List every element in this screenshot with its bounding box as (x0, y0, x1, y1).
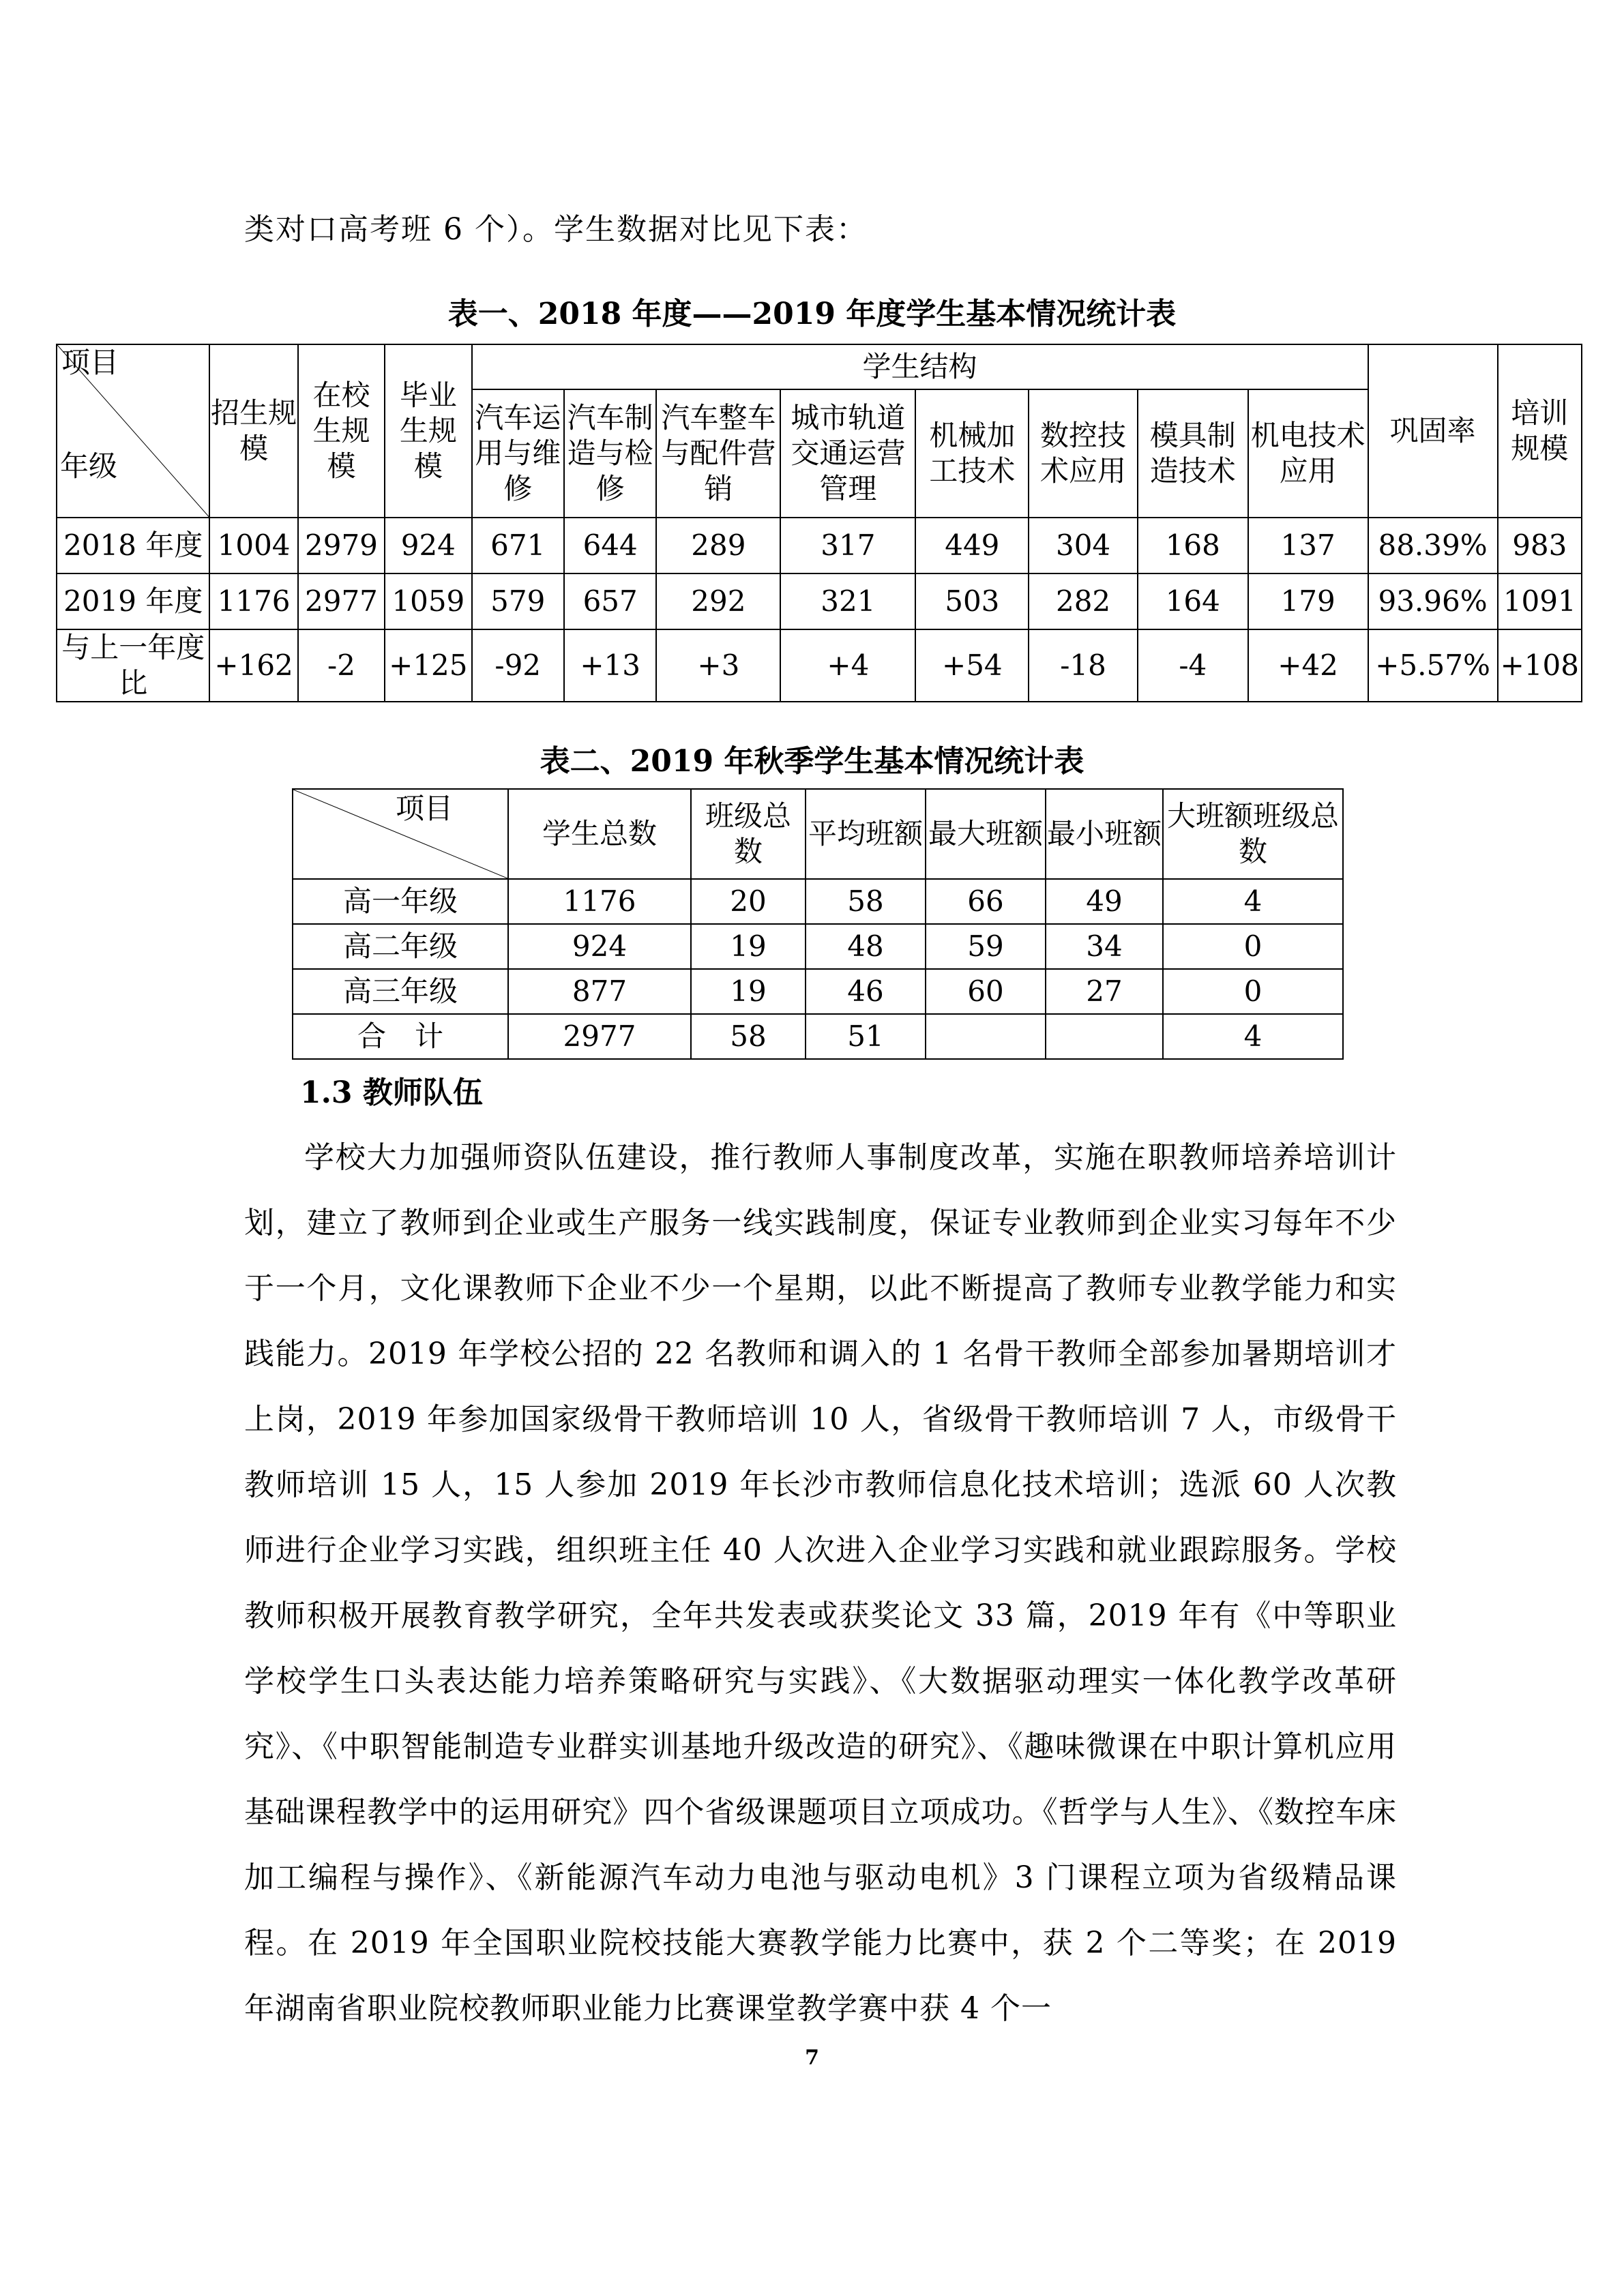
table-cell: 46 (806, 969, 926, 1014)
table-cell: 289 (656, 518, 780, 573)
table2-header: 学生总数 (508, 789, 691, 879)
row-label: 2018 年度 (57, 518, 209, 573)
table1-header: 招生规模 (209, 344, 297, 518)
row-label: 与上一年度比 (57, 629, 209, 702)
table-cell: -4 (1138, 629, 1248, 702)
table1-subheader: 城市轨道交通运营管理 (780, 389, 915, 518)
row-label: 高二年级 (293, 924, 508, 969)
body-paragraph: 学校大力加强师资队伍建设，推行教师人事制度改革，实施在职教师培养培训计划，建立了教师到企业或生产服务一线实践制度，保证专业教师到企业实习每年不少于一个月，文化课教师下企业不少一个星期，以此不断提高了教师专业教学能力和实践能力。2019 年学校公招的 22 名教师和调入的 1 名骨干教师全部参加暑期培训才上岗，2019 年参加国家级骨干教师培训 10 人，省级骨干教师培训 7 人，市级骨干教师培训 15 人，15 人参加 2019 年长沙市教师信息化技术培训；选派 60 人次教师进行企业学习实践，组织班主任 40 人次进入企业学习实践和就业跟踪服务。学校教师积极开展教育教学研究，全年共发表或获奖论文 33 篇，2019 年有《中等职业学校学生口头表达能力培养策略研究与实践》、《大数据驱动理实一体化教学改革研究》、《中职智能制造专业群实训基地升级改造的研究》、《趣味微课在中职计算机应用基础课程教学中的运用研究》四个省级课题项目立项成功。《哲学与人生》、《数控车床加工编程与操作》、《新能源汽车动力电池与驱动电机》3 门课程立项为省级精品课程。在 2019 年全国职业院校技能大赛教学能力比赛中，获 2 个二等奖；在 2019 年湖南省职业院校教师职业能力比赛课堂教学赛中获 4 个一 (244, 1140, 1397, 2026)
table-cell: 449 (915, 518, 1029, 573)
table-cell: 282 (1029, 573, 1138, 629)
table1-subheader: 机电技术应用 (1248, 389, 1368, 518)
table-cell: 4 (1163, 879, 1343, 924)
table-cell: 983 (1498, 518, 1582, 573)
table-cell: 1004 (209, 518, 297, 573)
table-cell: 0 (1163, 969, 1343, 1014)
table-cell: 48 (806, 924, 926, 969)
table1-header: 在校生规模 (298, 344, 385, 518)
table1-subheader: 汽车制造与检修 (564, 389, 656, 518)
table-cell: +162 (209, 629, 297, 702)
table-cell: -2 (298, 629, 385, 702)
table-cell: 164 (1138, 573, 1248, 629)
table-cell: 657 (564, 573, 656, 629)
table-cell: 27 (1046, 969, 1163, 1014)
table-cell: +4 (780, 629, 915, 702)
table1-subheader: 汽车运用与维修 (472, 389, 564, 518)
table-cell: 0 (1163, 924, 1343, 969)
table-cell: 49 (1046, 879, 1163, 924)
table1-caption: 表一、2018 年度——2019 年度学生基本情况统计表 (447, 297, 1177, 331)
table-cell: 58 (806, 879, 926, 924)
table-cell: 671 (472, 518, 564, 573)
table-row (57, 518, 1582, 573)
table-row (57, 629, 1582, 702)
table-cell: 644 (564, 518, 656, 573)
table-cell: 1176 (508, 879, 691, 924)
table-cell: 168 (1138, 518, 1248, 573)
table-cell: 2979 (298, 518, 385, 573)
table-cell: 924 (508, 924, 691, 969)
table2-diag-top: 项目 (396, 792, 454, 825)
table-cell: -18 (1029, 629, 1138, 702)
table1-group-header: 学生结构 (472, 344, 1368, 389)
table-cell: 877 (508, 969, 691, 1014)
autumn-2019-student-table (292, 788, 1344, 1060)
table-cell: +108 (1498, 629, 1582, 702)
table1-diag-top: 项目 (61, 346, 119, 379)
table2-diagonal-header (293, 789, 508, 879)
table-cell: 59 (926, 924, 1046, 969)
table-cell: 503 (915, 573, 1029, 629)
table2-header: 平均班额 (806, 789, 926, 879)
row-label: 合 计 (293, 1014, 508, 1059)
table-cell: 58 (691, 1014, 806, 1059)
table-cell (1046, 1014, 1163, 1059)
table-cell: 321 (780, 573, 915, 629)
table-cell: +3 (656, 629, 780, 702)
table1-subheader: 机械加工技术 (915, 389, 1029, 518)
table-cell: 34 (1046, 924, 1163, 969)
table-cell: 137 (1248, 518, 1368, 573)
table-cell: -92 (472, 629, 564, 702)
page-number: 7 (805, 2046, 819, 2070)
section-title: 1.3 教师队伍 (300, 1075, 483, 1110)
row-label: 2019 年度 (57, 573, 209, 629)
table-cell: 1091 (1498, 573, 1582, 629)
table-cell: 93.96% (1368, 573, 1498, 629)
table2-header: 最大班额 (926, 789, 1046, 879)
student-stats-table-2018-2019 (56, 344, 1582, 702)
table-cell: 66 (926, 879, 1046, 924)
table1-diagonal-header (57, 344, 209, 518)
table-cell: 292 (656, 573, 780, 629)
table-cell: 88.39% (1368, 518, 1498, 573)
table-cell: 20 (691, 879, 806, 924)
table1-diag-bottom: 年级 (60, 449, 118, 483)
intro-line: 类对口高考班 6 个）。学生数据对比见下表： (244, 212, 868, 247)
table-cell: 579 (472, 573, 564, 629)
table-cell: 19 (691, 969, 806, 1014)
table2-header: 班级总数 (691, 789, 806, 879)
table2-header: 大班额班级总数 (1163, 789, 1343, 879)
table-row (293, 1014, 1343, 1059)
table1-subheader: 数控技术应用 (1029, 389, 1138, 518)
table-cell: 179 (1248, 573, 1368, 629)
body-text (244, 1125, 1397, 2042)
table-row (293, 924, 1343, 969)
table-cell: 924 (385, 518, 471, 573)
table2-caption: 表二、2019 年秋季学生基本情况统计表 (540, 744, 1084, 779)
table-cell: 4 (1163, 1014, 1343, 1059)
table2-header: 最小班额 (1046, 789, 1163, 879)
table-cell: 2977 (298, 573, 385, 629)
table-cell: 317 (780, 518, 915, 573)
table1-header: 巩固率 (1368, 344, 1498, 518)
row-label: 高三年级 (293, 969, 508, 1014)
table-cell: 60 (926, 969, 1046, 1014)
row-label: 高一年级 (293, 879, 508, 924)
table1-subheader: 模具制造技术 (1138, 389, 1248, 518)
table-cell: 304 (1029, 518, 1138, 573)
table1-subheader: 汽车整车与配件营销 (656, 389, 780, 518)
table-row (293, 879, 1343, 924)
table-cell: +42 (1248, 629, 1368, 702)
table-cell: +125 (385, 629, 471, 702)
table1-header: 培训规模 (1498, 344, 1582, 518)
table-cell: 19 (691, 924, 806, 969)
table-row (293, 969, 1343, 1014)
table-cell: +54 (915, 629, 1029, 702)
table-cell: 51 (806, 1014, 926, 1059)
table-cell: +5.57% (1368, 629, 1498, 702)
table-cell: 1059 (385, 573, 471, 629)
table-cell: 1176 (209, 573, 297, 629)
table-cell: 2977 (508, 1014, 691, 1059)
table1-header: 毕业生规模 (385, 344, 471, 518)
table-cell: +13 (564, 629, 656, 702)
table-cell (926, 1014, 1046, 1059)
table-row (57, 573, 1582, 629)
